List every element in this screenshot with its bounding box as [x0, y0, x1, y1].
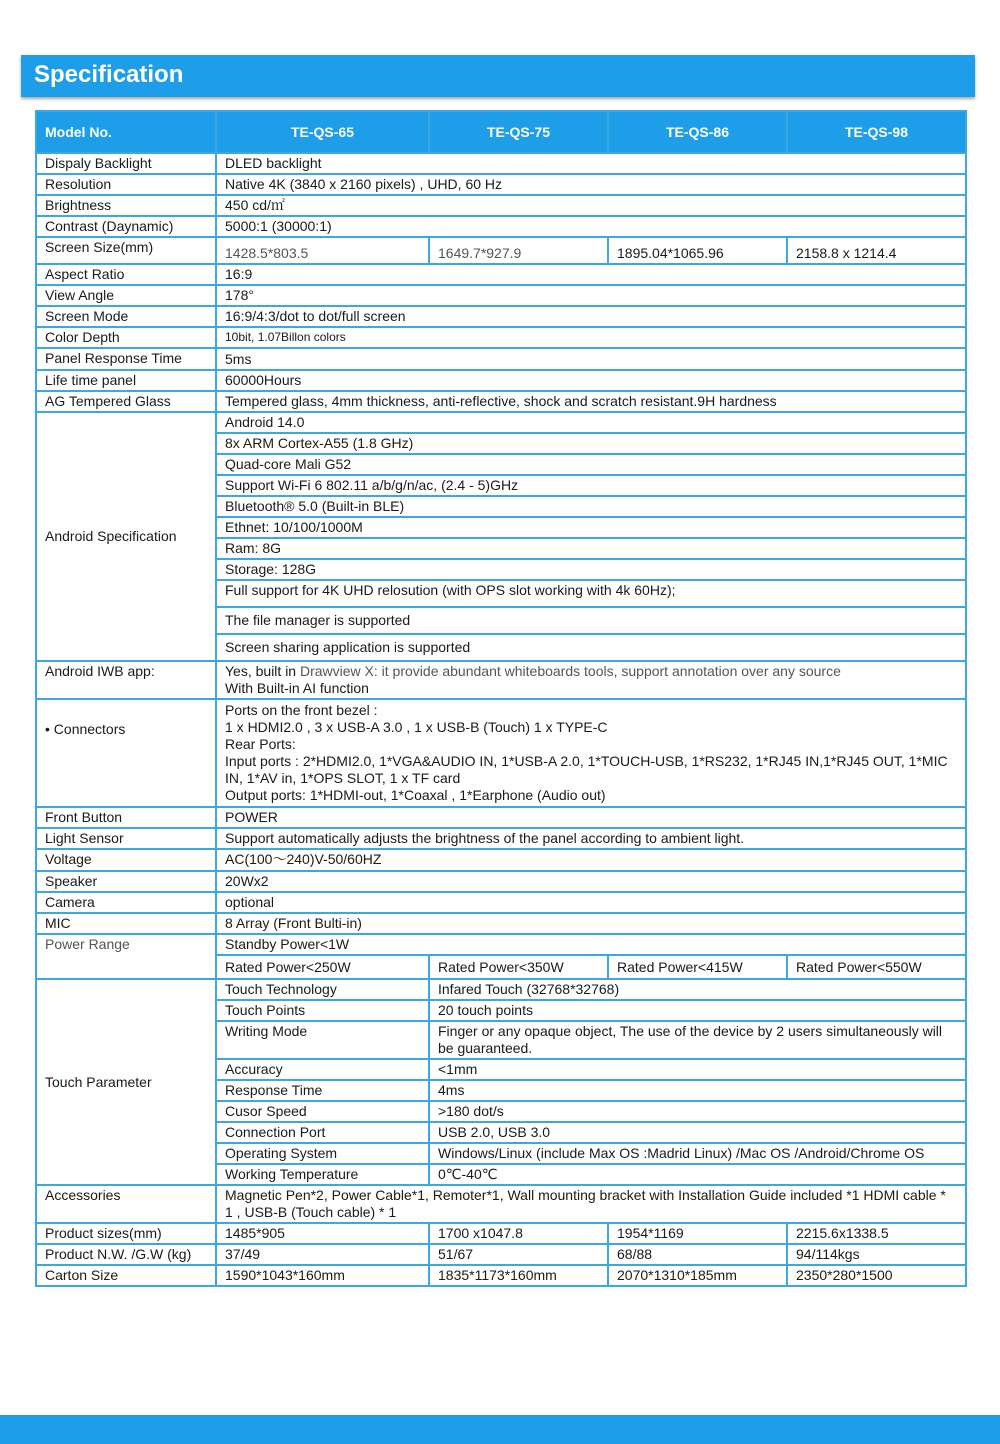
row-value: 178° [216, 285, 966, 306]
row-label: Aspect Ratio [36, 264, 216, 285]
table-row [36, 849, 966, 871]
table-row [36, 153, 966, 174]
row-value: Ethnet: 10/100/1000M [216, 517, 966, 538]
table-row [36, 370, 966, 391]
connectors-front-ports: 1 x HDMI2.0 , 3 x USB-A 3.0 , 1 x USB-B (Touch) 1 x TYPE-C [225, 719, 608, 735]
row-value: Screen sharing application is supported [216, 634, 966, 661]
table-row [36, 237, 966, 264]
table-row [36, 871, 966, 892]
cell-te-qs-86: 2070*1310*185mm [608, 1265, 787, 1286]
row-label: Accessories [36, 1185, 216, 1223]
touch-key: Touch Technology [216, 979, 429, 1000]
table-row [36, 216, 966, 237]
table-row [36, 412, 966, 433]
touch-key: Accuracy [216, 1059, 429, 1080]
cell-te-qs-98: 94/114kgs [787, 1244, 966, 1265]
touch-key: Touch Points [216, 1000, 429, 1021]
row-value: Support automatically adjusts the brightness of the panel according to ambient light. [216, 828, 966, 849]
row-label: • Connectors [36, 699, 216, 807]
cell-te-qs-65: 1428.5*803.5 [216, 237, 429, 264]
touch-value: 20 touch points [429, 1000, 966, 1021]
table-row [36, 828, 966, 849]
touch-value: 0℃-40℃ [429, 1164, 966, 1185]
row-value: Bluetooth® 5.0 (Built-in BLE) [216, 496, 966, 517]
iwb-line-1 [225, 663, 957, 680]
cell-te-qs-98: 2350*280*1500 [787, 1265, 966, 1286]
row-value: Native 4K (3840 x 2160 pixels) , UHD, 60 Hz [216, 174, 966, 195]
row-value: 16:9 [216, 264, 966, 285]
row-value: Android 14.0 [216, 412, 966, 433]
row-label: Dispaly Backlight [36, 153, 216, 174]
row-label: Resolution [36, 174, 216, 195]
touch-value: >180 dot/s [429, 1101, 966, 1122]
row-value: Quad-core Mali G52 [216, 454, 966, 475]
row-value: 20Wx2 [216, 871, 966, 892]
table-row [36, 195, 966, 216]
row-value: The file manager is supported [216, 607, 966, 634]
row-value: AC(100～240)V-50/60HZ [216, 849, 966, 871]
row-value: 60000Hours [216, 370, 966, 391]
cell-te-qs-65: 1590*1043*160mm [216, 1265, 429, 1286]
header-te-qs-86: TE-QS-86 [608, 111, 787, 153]
footer-band [0, 1415, 1000, 1444]
table-row [36, 306, 966, 327]
touch-value: USB 2.0, USB 3.0 [429, 1122, 966, 1143]
table-row [36, 892, 966, 913]
cell-te-qs-65: Rated Power<250W [216, 955, 429, 979]
row-value: 450 cd/㎡ [216, 195, 966, 216]
row-label: Carton Size [36, 1265, 216, 1286]
cell-te-qs-75: 1700 x1047.8 [429, 1223, 608, 1244]
table-row [36, 807, 966, 828]
row-value: DLED backlight [216, 153, 966, 174]
table-row [36, 391, 966, 412]
row-label: Android IWB app: [36, 661, 216, 699]
header-row [36, 111, 966, 153]
row-label: Android Specification [36, 412, 216, 661]
touch-key: Writing Mode [216, 1021, 429, 1059]
cell-te-qs-65: 1485*905 [216, 1223, 429, 1244]
row-label: Power Range [36, 934, 216, 979]
touch-key: Connection Port [216, 1122, 429, 1143]
touch-key: Working Temperature [216, 1164, 429, 1185]
row-value: POWER [216, 807, 966, 828]
row-label: Life time panel [36, 370, 216, 391]
row-label: AG Tempered Glass [36, 391, 216, 412]
table-row [36, 1185, 966, 1223]
touch-key: Response Time [216, 1080, 429, 1101]
row-label: Touch Parameter [36, 979, 216, 1185]
connectors-output-ports: Output ports: 1*HDMI-out, 1*Coaxal , 1*Earphone (Audio out) [225, 787, 606, 803]
cell-te-qs-86: 1954*1169 [608, 1223, 787, 1244]
row-label: Voltage [36, 849, 216, 871]
cell-te-qs-75: 1649.7*927.9 [429, 237, 608, 264]
row-value: Full support for 4K UHD relosution (with OPS slot working with 4k 60Hz); [216, 580, 966, 607]
table-row [36, 285, 966, 306]
touch-key: Operating System [216, 1143, 429, 1164]
row-label: Brightness [36, 195, 216, 216]
cell-te-qs-65: 37/49 [216, 1244, 429, 1265]
row-label: Product N.W. /G.W (kg) [36, 1244, 216, 1265]
header-te-qs-75: TE-QS-75 [429, 111, 608, 153]
cell-te-qs-98: 2158.8 x 1214.4 [787, 237, 966, 264]
row-label: Color Depth [36, 327, 216, 348]
iwb-line-1-prefix: Yes, built in [225, 663, 300, 679]
table-row [36, 1244, 966, 1265]
table-row [36, 264, 966, 285]
row-label: Contrast (Daynamic) [36, 216, 216, 237]
row-value: optional [216, 892, 966, 913]
cell-te-qs-75: 51/67 [429, 1244, 608, 1265]
header-model-no: Model No. [36, 111, 216, 153]
table-row [36, 661, 966, 699]
row-value: Storage: 128G [216, 559, 966, 580]
spec-table [35, 110, 967, 1287]
row-value: 5ms [216, 348, 966, 370]
connectors-rear-title: Rear Ports: [225, 736, 296, 752]
table-row [36, 979, 966, 1000]
row-value: 8 Array (Front Bulti-in) [216, 913, 966, 934]
connectors-input-ports: Input ports : 2*HDMI2.0, 1*VGA&AUDIO IN, 1*USB-A 2.0, 1*TOUCH-USB, 1*RS232, 1*RJ45 IN,1*RJ45 OUT, 1*MIC IN, 1*AV in, 1*OPS SLOT, 1 x TF card [225, 753, 948, 786]
table-row [36, 934, 966, 955]
row-label: Camera [36, 892, 216, 913]
table-row [36, 699, 966, 807]
touch-key: Cusor Speed [216, 1101, 429, 1122]
cell-te-qs-75: Rated Power<350W [429, 955, 608, 979]
touch-value: Infared Touch (32768*32768) [429, 979, 966, 1000]
cell-te-qs-86: Rated Power<415W [608, 955, 787, 979]
row-value: Support Wi-Fi 6 802.11 a/b/g/n/ac, (2.4 - 5)GHz [216, 475, 966, 496]
table-row [36, 348, 966, 370]
header-te-qs-65: TE-QS-65 [216, 111, 429, 153]
row-value [216, 661, 966, 699]
cell-te-qs-98: Rated Power<550W [787, 955, 966, 979]
row-label: Screen Size(mm) [36, 237, 216, 264]
row-value: Tempered glass, 4mm thickness, anti-reflective, shock and scratch resistant.9H hardness [216, 391, 966, 412]
row-value: Standby Power<1W [216, 934, 966, 955]
cell-te-qs-86: 1895.04*1065.96 [608, 237, 787, 264]
table-row [36, 174, 966, 195]
row-value: 16:9/4:3/dot to dot/full screen [216, 306, 966, 327]
cell-te-qs-75: 1835*1173*160mm [429, 1265, 608, 1286]
row-value: 8x ARM Cortex-A55 (1.8 GHz) [216, 433, 966, 454]
specification-banner [21, 55, 975, 97]
table-row [36, 1223, 966, 1244]
row-label: Screen Mode [36, 306, 216, 327]
table-row [36, 327, 966, 348]
row-value [216, 699, 966, 807]
iwb-line-2: With Built-in AI function [225, 680, 369, 696]
connectors-front-title: Ports on the front bezel : [225, 702, 378, 718]
touch-value: Finger or any opaque object, The use of the device by 2 users simultaneously will be guaranteed. [429, 1021, 966, 1059]
cell-te-qs-86: 68/88 [608, 1244, 787, 1265]
table-row [36, 913, 966, 934]
touch-value: <1mm [429, 1059, 966, 1080]
row-value: Ram: 8G [216, 538, 966, 559]
touch-value: 4ms [429, 1080, 966, 1101]
touch-value: Windows/Linux (include Max OS :Madrid Linux) /Mac OS /Android/Chrome OS [429, 1143, 966, 1164]
row-label: Product sizes(mm) [36, 1223, 216, 1244]
row-label: Panel Response Time [36, 348, 216, 370]
iwb-line-1-app: Drawview X: it provide abundant whiteboards tools, support annotation over any source [299, 663, 841, 679]
table-row [36, 1265, 966, 1286]
row-value: 10bit, 1.07Billon colors [216, 327, 966, 348]
row-label: Front Button [36, 807, 216, 828]
row-value: Magnetic Pen*2, Power Cable*1, Remoter*1, Wall mounting bracket with Installation Guide included *1 HDMI cable * 1 , USB-B (Touch cable) * 1 [216, 1185, 966, 1223]
cell-te-qs-98: 2215.6x1338.5 [787, 1223, 966, 1244]
row-label: MIC [36, 913, 216, 934]
header-te-qs-98: TE-QS-98 [787, 111, 966, 153]
row-value: 5000:1 (30000:1) [216, 216, 966, 237]
row-label: Light Sensor [36, 828, 216, 849]
row-label: View Angle [36, 285, 216, 306]
row-label: Speaker [36, 871, 216, 892]
page-title: Specification [34, 61, 184, 88]
